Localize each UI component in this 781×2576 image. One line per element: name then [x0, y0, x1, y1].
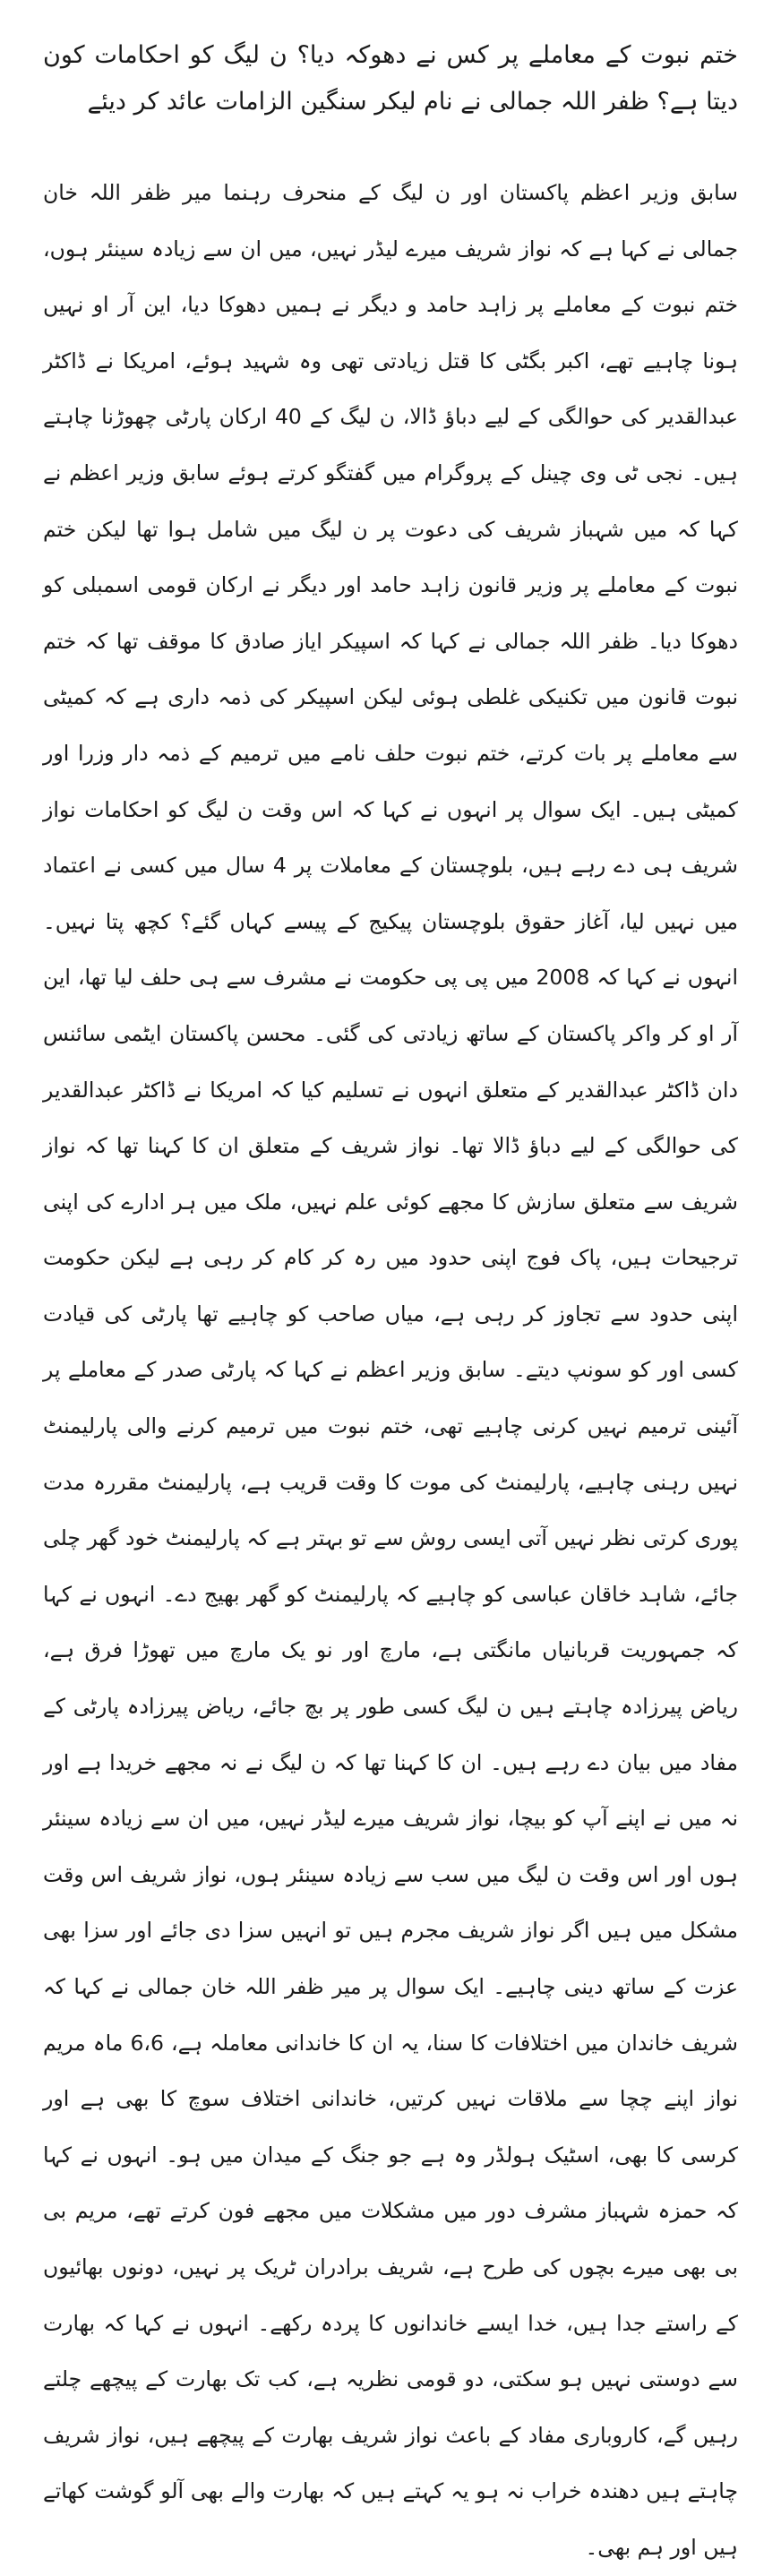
article-headline: ختم نبوت کے معاملے پر کس نے دھوکہ دیا؟ ن لیگ کو احکامات کون دیتا ہے؟ ظفر اللہ جمالی نے نام لیکر سنگین الزامات عائد کر دیئے [43, 41, 738, 116]
article-body: سابق وزیر اعظم پاکستان اور ن لیگ کے منحرف رہنما میر ظفر اللہ خان جمالی نے کہا ہے کہ نواز شریف میرے لیڈر نہیں، میں ان سے زیادہ سینئر ہوں، ختم نبوت کے معاملے پر زاہد حامد و دیگر نے ہمیں دھوکا دیا، این آر او نہیں ہونا چاہیے تھے، اکبر بگٹی کا قتل زیادتی تھی وہ شہید ہوئے، امریکا نے ڈاکٹر عبدالقدیر کی حوالگی کے لیے دباؤ ڈالا، ن لیگ کے 40 ارکان پارٹی چھوڑنا چاہتے ہیں۔ نجی ٹی وی چینل کے پروگرام میں گفتگو کرتے ہوئے سابق وزیر اعظم نے کہا کہ میں شہباز شریف کی دعوت پر ن لیگ میں شامل ہوا تھا لیکن ختم نبوت کے معاملے پر وزیر قانون زاہد حامد اور دیگر نے ارکان قومی اسمبلی کو دھوکا دیا۔ ظفر اللہ جمالی نے کہا کہ اسپیکر ایاز صادق کا موقف تھا کہ ختم نبوت قانون میں تکنیکی غلطی ہوئی لیکن اسپیکر کی ذمہ داری ہے کہ کمیٹی سے معاملے پر بات کرتے، ختم نبوت حلف نامے میں ترمیم کے ذمہ دار وزرا اور کمیٹی ہیں۔ ایک سوال پر انہوں نے کہا کہ اس وقت ن لیگ کو احکامات نواز شریف ہی دے رہے ہیں، بلوچستان کے معاملات پر 4 سال میں کسی نے اعتماد میں نہیں لیا، آغاز حقوق بلوچستان پیکیج کے پیسے کہاں گئے؟ کچھ پتا نہیں۔ انہوں نے کہا کہ 2008 میں پی پی حکومت نے مشرف سے ہی حلف لیا تھا، این آر او کر واکر پاکستان کے ساتھ زیادتی کی گئی۔ محسن پاکستان ایٹمی سائنس دان ڈاکٹر عبدالقدیر کے متعلق انہوں نے تسلیم کیا کہ امریکا نے ڈاکٹر عبدالقدیر کی حوالگی کے لیے دباؤ ڈالا تھا۔ نواز شریف کے متعلق ان کا کہنا تھا کہ نواز شریف سے متعلق سازش کا مجھے کوئی علم نہیں، ملک میں ہر ادارے کی اپنی ترجیحات ہیں، پاک فوج اپنی حدود میں رہ کر کام کر رہی ہے لیکن حکومت اپنی حدود سے تجاوز کر رہی ہے، میاں صاحب کو چاہیے تھا پارٹی کی قیادت کسی اور کو سونپ دیتے۔ سابق وزیر اعظم نے کہا کہ پارٹی صدر کے معاملے پر آئینی ترمیم نہیں کرنی چاہیے تھی، ختم نبوت میں ترمیم کرنے والی پارلیمنٹ نہیں رہنی چاہیے، پارلیمنٹ کی موت کا وقت قریب ہے، پارلیمنٹ مقررہ مدت پوری کرتی نظر نہیں آتی ایسی روش سے تو بہتر ہے کہ پارلیمنٹ خود گھر چلی جائے، شاہد خاقان عباسی کو چاہیے کہ پارلیمنٹ کو گھر بھیج دے۔ انہوں نے کہا کہ جمہوریت قربانیاں مانگتی ہے، مارچ اور نو یک مارچ میں تھوڑا فرق ہے، ریاض پیرزادہ چاہتے ہیں ن لیگ کسی طور پر بچ جائے، ریاض پیرزادہ پارٹی کے مفاد میں بیان دے رہے ہیں۔ ان کا کہنا تھا کہ ن لیگ نے نہ مجھے خریدا ہے اور نہ میں نے اپنے آپ کو بیچا، نواز شریف میرے لیڈر نہیں، میں ان سے زیادہ سینئر ہوں اور اس وقت ن لیگ میں سب سے زیادہ سینئر ہوں، نواز شریف اس وقت مشکل میں ہیں اگر نواز شریف مجرم ہیں تو انہیں سزا دی جائے اور سزا بھی عزت کے ساتھ دینی چاہیے۔ ایک سوال پر میر ظفر اللہ خان جمالی نے کہا کہ شریف خاندان میں اختلافات کا سنا، یہ ان کا خاندانی معاملہ ہے، 6،6 ماہ مریم نواز اپنے چچا سے ملاقات نہیں کرتیں، خاندانی اختلاف سوچ کا بھی ہے اور کرسی کا بھی، اسٹیک ہولڈر وہ ہے جو جنگ کے میدان میں ہو۔ انہوں نے کہا کہ حمزہ شہباز مشرف دور میں مشکلات میں مجھے فون کرتے تھے، مریم بی بی بھی میرے بچوں کی طرح ہے، شریف برادران ٹریک پر نہیں، دونوں بھائیوں کے راستے جدا ہیں، خدا ایسے خاندانوں کا پردہ رکھے۔ انہوں نے کہا کہ بھارت سے دوستی نہیں ہو سکتی، دو قومی نظریہ ہے، کب تک بھارت کے پیچھے چلتے رہیں گے، کاروباری مفاد کے باعث نواز شریف بھارت کے پیچھے ہیں، نواز شریف چاہتے ہیں دھندہ خراب نہ ہو یہ کہتے ہیں کہ بھارت والے بھی آلو گوشت کھاتے ہیں اور ہم بھی۔ [43, 180, 738, 2560]
